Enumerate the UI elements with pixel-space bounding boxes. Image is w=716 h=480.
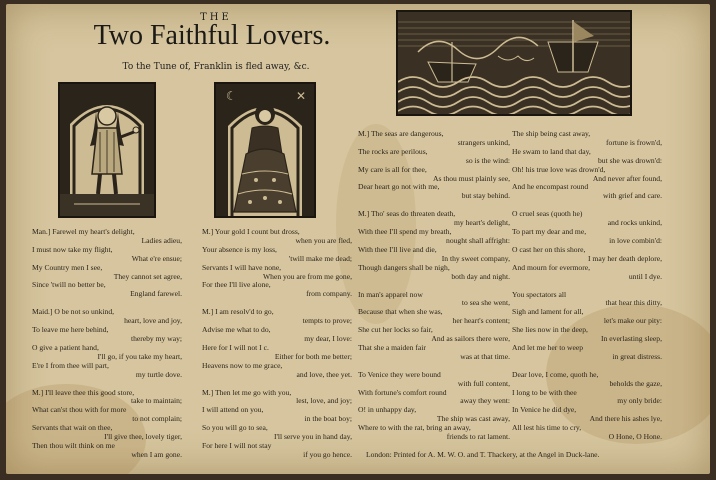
verse-line: tempts to prove; <box>302 316 352 326</box>
verse-line: The ship was cast away, <box>436 414 510 424</box>
verse-line: M.] I'll leave thee this good store, <box>32 387 135 397</box>
verse-line: M.] The seas are dangerous, <box>358 129 444 138</box>
stanza <box>512 210 662 281</box>
verse-line: Sigh and lament for all, <box>512 307 584 317</box>
stanza <box>358 210 510 281</box>
man-woodcut <box>58 82 156 218</box>
verse-line: All lest his time to cry, <box>512 423 582 433</box>
verse-line: I'll go, if you take my heart, <box>97 351 182 361</box>
stanza <box>32 389 182 460</box>
verse-line: but she was drown'd: <box>597 155 662 165</box>
verse-line: For thee I'll live alone, <box>202 280 271 290</box>
woman-woodcut-icon <box>216 84 314 216</box>
verse-line: with grief and care. <box>602 191 662 201</box>
verse-line: my turtle dove. <box>135 369 182 379</box>
verse-line: I may her death deplore, <box>587 253 662 263</box>
verse-line: Because that when she was, <box>358 307 443 317</box>
verse-line: take to maintain; <box>130 396 182 406</box>
verse-line: to sea she went, <box>461 298 510 308</box>
verse-line: let's make our pity: <box>603 316 662 326</box>
verse-line: And let me her to weep <box>512 342 584 352</box>
verse-line: In everlasting sleep, <box>601 334 662 344</box>
verse-line: In Venice he did dye, <box>512 405 577 415</box>
stanza <box>32 308 182 379</box>
verse-line: O cast her on this shore, <box>512 244 586 254</box>
verse-line: Your absence is my loss, <box>202 244 277 254</box>
verse-line: in great distress. <box>612 351 662 361</box>
verse-line: fortune is frown'd, <box>606 137 662 147</box>
verse-line: friends to rat lament. <box>446 432 510 442</box>
verse-line: I will attend on you, <box>202 405 264 415</box>
verse-line: They cannot set agree, <box>113 271 182 281</box>
verse-line: To Venice they were bound <box>358 369 441 379</box>
verse-line: I'll give thee, lovely tiger, <box>104 432 182 442</box>
verse-line: England farewel. <box>130 289 182 299</box>
verse-line: And never after found, <box>592 173 662 183</box>
ship-on-waves-icon <box>398 12 630 114</box>
verse-line: Maid.] O be not so unkind, <box>32 307 115 317</box>
verse-line: in the boat boy; <box>304 414 352 424</box>
stanza <box>512 130 662 201</box>
tune-line: To the Tune of, Franklin is fled away, &c. <box>122 62 310 72</box>
verse-line: Man.] Farewel my heart's delight, <box>32 227 135 236</box>
verse-line: He swam to land that day, <box>512 146 591 156</box>
verse-line: in love combin'd: <box>609 235 662 245</box>
broadside-sheet <box>6 4 710 474</box>
verse-line: lest, love, and joy; <box>296 396 352 406</box>
verse-line: So you will go to sea, <box>202 423 268 433</box>
verse-line: when I am gone. <box>131 449 182 459</box>
ship-woodcut <box>396 10 632 116</box>
verse-column-2 <box>202 228 352 460</box>
verse-line: Though dangers shall be nigh, <box>358 262 450 272</box>
verse-line: M.] I am resolv'd to go, <box>202 307 274 317</box>
verse-line: my dear, I love: <box>304 333 352 343</box>
verse-line: 'twill make me dead; <box>288 253 352 263</box>
verse-line: And as sailors there were, <box>431 334 510 344</box>
verse-line: M.] Tho' seas do threaten death, <box>358 209 456 219</box>
verse-line: O cruel seas (quoth he) <box>512 209 583 219</box>
verse-line: O! in unhappy day, <box>358 405 417 415</box>
verse-line: with full content, <box>457 378 510 388</box>
verse-line: Oh! his true love was drown'd, <box>512 164 606 174</box>
verse-line: Heavens now to me grace, <box>202 360 283 370</box>
stanza <box>32 228 182 299</box>
verse-line: Either for both me better; <box>274 351 352 361</box>
verse-line: What e're ensue; <box>131 253 182 263</box>
verse-line: Here for I will not I c. <box>202 342 269 352</box>
verse-line: The rocks are perilous, <box>358 146 428 156</box>
verse-line: to not complain; <box>132 414 182 424</box>
verse-column-1 <box>32 228 182 460</box>
verse-line: away they went: <box>460 396 510 406</box>
svg-text:☾: ☾ <box>226 89 237 103</box>
verse-line: You spectators all <box>512 289 567 299</box>
verse-line: The ship being cast away, <box>512 129 591 138</box>
verse-line: To part my dear and me, <box>512 227 587 237</box>
verse-line: my heart's delight, <box>454 218 510 228</box>
verse-line: I must now take my flight, <box>32 244 113 254</box>
printer-imprint: London: Printed for A. M. W. O. and T. Thackery, at the Angel in Duck-lane. <box>366 450 600 459</box>
verse-line: and rocks unkind, <box>607 218 662 228</box>
verse-line: For here I will not stay <box>202 440 272 450</box>
verse-line: was at that time. <box>460 351 510 361</box>
verse-line: until I dye. <box>628 271 662 281</box>
verse-line: Servants that wait on thee, <box>32 423 113 433</box>
verse-line: thereby my way; <box>130 333 182 343</box>
verse-line: Dear love, I come, quoth he, <box>512 369 599 379</box>
verse-line: from company. <box>306 289 352 299</box>
verse-line: Then thou wilt think on me <box>32 440 115 450</box>
verse-line: and love, thee yet. <box>296 369 352 379</box>
verse-line: if you go hence. <box>303 449 352 459</box>
verse-line: In thy sweet company, <box>441 253 510 263</box>
verse-line: but stay behind. <box>461 191 510 201</box>
verse-line: Ladies adieu, <box>141 235 182 245</box>
page-title: Two Faithful Lovers. <box>93 20 331 51</box>
verse-line: nought shall affright: <box>446 235 510 245</box>
verse-line: Dear heart go not with me, <box>358 182 440 192</box>
verse-line: As thou must plainly see, <box>433 173 510 183</box>
verse-line: Servants I will have none, <box>202 262 282 272</box>
stanza <box>358 371 510 442</box>
verse-line: With thee I'll spend my breath, <box>358 227 452 237</box>
verse-line: And he encompast round <box>512 182 589 192</box>
stanza <box>512 291 662 362</box>
stanza <box>202 389 352 460</box>
verse-line: O Hone, O Hone. <box>608 432 662 442</box>
verse-line: my only bride: <box>617 396 662 406</box>
verse-line: She cut her locks so fair, <box>358 325 433 335</box>
stanza <box>202 308 352 379</box>
verse-line: That she a maiden fair <box>358 342 426 352</box>
verse-line: I long to be with thee <box>512 387 577 397</box>
verse-line: And there his ashes lye, <box>589 414 662 424</box>
verse-line: Advise me what to do, <box>202 325 271 335</box>
verse-line: To leave me here behind, <box>32 325 109 335</box>
stanza <box>512 371 662 442</box>
verse-line: O give a patient hand, <box>32 342 99 352</box>
stanza <box>358 130 510 201</box>
verse-column-4 <box>512 130 662 442</box>
verse-line: And mourn for evermore, <box>512 262 591 272</box>
man-woodcut-icon <box>60 84 154 216</box>
svg-text:✕: ✕ <box>296 89 307 103</box>
verse-line: so is the wind: <box>465 155 510 165</box>
verse-column-3 <box>358 130 510 442</box>
verse-line: when you are fled, <box>295 235 352 245</box>
verse-line: both day and night. <box>451 271 510 281</box>
verse-line: Where to with the rat, bring an away, <box>358 423 471 433</box>
verse-line: With fortune's comfort round <box>358 387 447 397</box>
verse-line: When you are from me gone, <box>263 271 352 281</box>
verse-line: With thee I'll live and die, <box>358 244 437 254</box>
verse-line: her heart's content; <box>452 316 510 326</box>
verse-line: M.] Then let me go with you, <box>202 387 292 397</box>
verse-line: M.] Your gold I count but dross, <box>202 227 300 236</box>
verse-line: beholds the gaze, <box>609 378 662 388</box>
stanza <box>358 291 510 362</box>
verse-line: What can'st thou with for more <box>32 405 127 415</box>
verse-line: strangers unkind, <box>457 137 510 147</box>
verse-line: She lies now in the deep, <box>512 325 588 335</box>
verse-line: that hear this ditty, <box>605 298 662 308</box>
verse-line: My Country men I see, <box>32 262 103 272</box>
verse-line: I'll serve you in hand day, <box>273 432 352 442</box>
verse-line: Since 'twill no better be, <box>32 280 106 290</box>
stanza <box>202 228 352 299</box>
pre-title: THE <box>200 12 232 23</box>
verse-line: heart, love and joy, <box>124 316 182 326</box>
verse-line: My care is all for thee, <box>358 164 427 174</box>
verse-line: In man's apparel now <box>358 289 423 299</box>
woman-woodcut <box>214 82 316 218</box>
verse-line: E're I from thee will part, <box>32 360 109 370</box>
